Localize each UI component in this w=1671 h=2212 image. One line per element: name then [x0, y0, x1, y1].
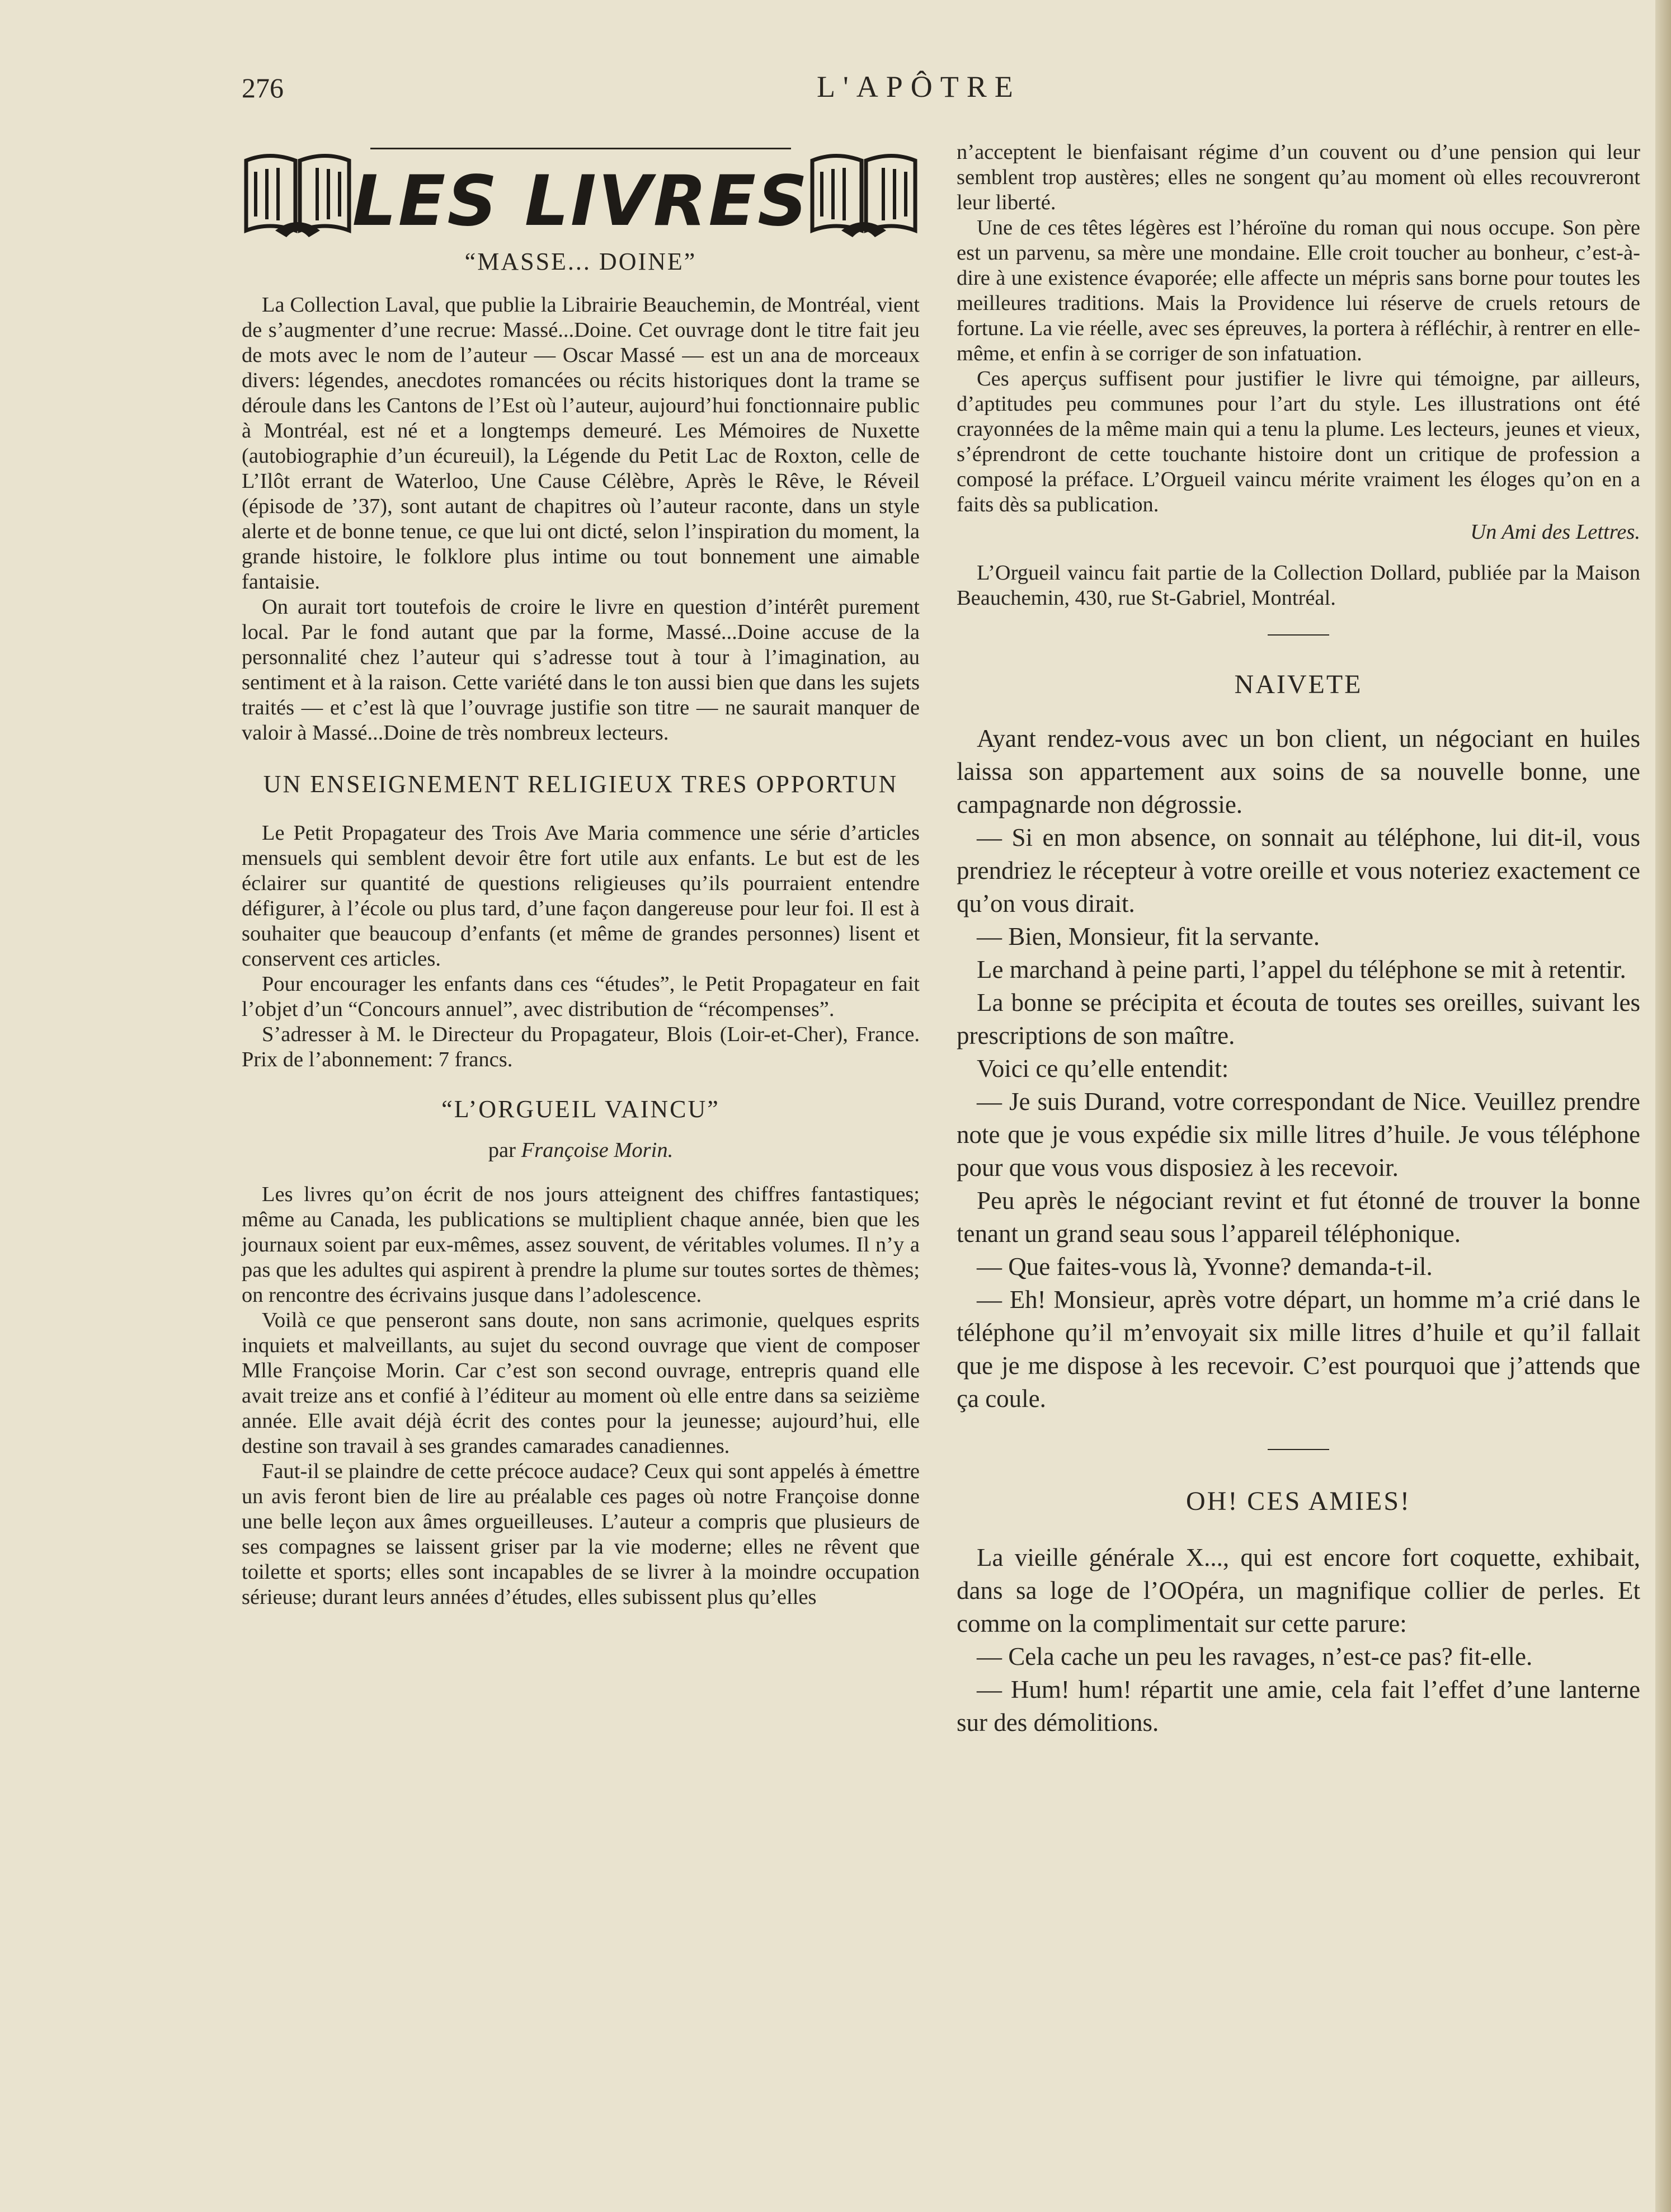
running-title: L'APÔTRE — [817, 70, 1021, 103]
naivete-paragraph: Voici ce qu’elle entendit: — [977, 1055, 1229, 1083]
byline-author: Françoise Morin. — [521, 1138, 674, 1162]
banner-rule — [370, 148, 791, 149]
section-divider — [1268, 1449, 1329, 1450]
amies-paragraph: La vieille générale X..., qui est encore fort coquette, exhibait, dans sa loge de l’OOpéra, un magnifique collier de perles. Et comme on la complimentait sur cette parure: — [957, 1543, 1640, 1637]
naivete-body — [957, 722, 1640, 1415]
byline-prefix: par — [488, 1138, 521, 1162]
orgueil-continued-paragraph: n’acceptent le bienfaisant régime d’un couvent ou d’une pension qui leur semblent trop austères; elles ne songent qu’au moment où elles recouvreront leur liberté. — [957, 140, 1640, 214]
section-divider — [1268, 634, 1329, 636]
orgueil-paragraph: Les livres qu’on écrit de nos jours atteignent des chiffres fantastiques; même au Canada, les publications se multiplient chaque année, bien que les journaux soient par eux-mêmes, assez souvent, de véritables volumes. Il n’y a pas que les adultes qui aspirent à prendre la plume sur toutes sortes de thèmes; on rencontre des écrivains jusque dans l’adolescence. — [242, 1183, 920, 1307]
byline — [242, 1138, 920, 1163]
article-title-naivete: NAIVETE — [1234, 670, 1363, 699]
naivete-paragraph: La bonne se précipita et écouta de toutes ses oreilles, suivant les prescriptions de son maître. — [957, 989, 1640, 1049]
publication-note: L’Orgueil vaincu fait partie de la Collection Dollard, publiée par la Maison Beauchemin, 430, rue St-Gabriel, Montréal. — [957, 561, 1640, 610]
article-title-amies: OH! CES AMIES! — [1185, 1486, 1411, 1516]
article-title-enseignement: UN ENSEIGNEMENT RELIGIEUX TRES OPPORTUN — [263, 770, 898, 798]
right-column — [957, 140, 1640, 1739]
orgueil-continued-paragraph: Ces aperçus suffisent pour justifier le livre qui témoigne, par ailleurs, d’aptitudes peu communes pour l’art du style. Les illustrations ont été crayonnées de la même main qui a tenu la plume. Les lecteurs, jeunes et vieux, s’éprendront de cette touchante histoire dont un critique de profession a composé la préface. L’Orgueil vaincu mérite vraiment les éloges qu’on en a faits dès sa publication. — [957, 367, 1640, 516]
naivete-paragraph: Peu après le négociant revint et fut étonné de trouver la bonne tenant un grand seau sous l’appareil téléphonique. — [957, 1187, 1640, 1248]
orgueil-paragraph: Faut-il se plaindre de cette précoce audace? Ceux qui sont appelés à émettre un avis feront bien de lire au préalable ces pages où notre Françoise donne une belle leçon aux âmes orgueilleuses. L’auteur a compris que plusieurs de ses compagnes se laissent griser par la vie moderne; elles ne rêvent que toilette et sports; elles sont incapables de se livrer à la moindre occupation sérieuse; durant leurs années d’études, elles subissent plus qu’elles — [242, 1460, 920, 1609]
orgueil-paragraph: Voilà ce que penseront sans doute, non sans acrimonie, quelques esprits inquiets et malveillants, au sujet du second ouvrage que vient de composer Mlle Françoise Morin. Car c’est son second ouvrage, entrepris quand elle avait treize ans et confié à l’éditeur au moment où elle entre dans sa seizième année. Elle avait déjà écrit des contes pour la jeunesse; aujourd’hui, elle destine son travail à ses grandes camarades canadiennes. — [242, 1309, 920, 1458]
review-signature: Un Ami des Lettres. — [1470, 520, 1640, 544]
naivete-paragraph: — Je suis Durand, votre correspondant de Nice. Veuillez prendre note que je vous expédie six mille litres d’huile. Je vous téléphone pour que vous vous disposiez à les recevoir. — [957, 1088, 1640, 1182]
naivete-paragraph: Le marchand à peine parti, l’appel du téléphone se mit à retentir. — [977, 956, 1626, 983]
enseignement-paragraph: S’adresser à M. le Directeur du Propagateur, Blois (Loir-et-Cher), France. Prix de l’abonnement: 7 francs. — [242, 1023, 920, 1071]
article-title-masse-doine: “MASSE... DOINE” — [464, 248, 697, 275]
naivete-paragraph: Ayant rendez-vous avec un bon client, un négociant en huiles laissa son appartement aux soins de sa nouvelle bonne, une campagnarde non dégrossie. — [957, 724, 1640, 818]
section-banner — [242, 140, 920, 263]
article-title-orgueil: “L’ORGUEIL VAINCU” — [441, 1095, 720, 1123]
naivete-paragraph: — Que faites-vous là, Yvonne? demanda-t-il. — [977, 1253, 1433, 1281]
enseignement-paragraph: Pour encourager les enfants dans ces “études”, le Petit Propagateur en fait l’objet d’un “Concours annuel”, avec distribution de “récompenses”. — [242, 972, 920, 1021]
naivete-paragraph: — Si en mon absence, on sonnait au téléphone, lui dit-il, vous prendriez le récepteur à votre oreille et vous noteriez exactement ce qu’on vous dirait. — [957, 823, 1640, 917]
page-number: 276 — [242, 72, 284, 103]
naivete-paragraph: — Bien, Monsieur, fit la servante. — [977, 923, 1320, 950]
amies-paragraph: — Cela cache un peu les ravages, n’est-ce pas? fit-elle. — [977, 1642, 1533, 1670]
naivete-paragraph: — Eh! Monsieur, après votre départ, un homme m’a crié dans le téléphone qu’il m’envoyait six mille litres d’huile et qu’il fallait que je me dispose à les recevoir. C’est pourquoi que j’attends que ça coule. — [957, 1286, 1640, 1413]
masse-doine-paragraph: On aurait tort toutefois de croire le livre en question d’intérêt purement local. Par le fond autant que par la forme, Massé...Doine accuse de la personnalité chez l’auteur qui s’adresse tout à tour à l’imagination, au sentiment et à la raison. Cette variété dans le ton aussi bien que dans les sujets traités — et c’est là que l’ouvrage justifie son titre — ne saurait manquer de valoir à Massé...Doine de très nombreux lecteurs. — [242, 595, 920, 745]
amies-body — [957, 1541, 1640, 1739]
page-edge-shadow — [1655, 0, 1671, 2212]
left-column — [242, 140, 920, 1610]
enseignement-paragraph: Le Petit Propagateur des Trois Ave Maria commence une série d’articles mensuels qui semblent devoir être fort utile aux enfants. Le but est de les éclairer sur quantité de questions religieuses qu’ils pourraient entendre défigurer, à l’école ou plus tard, d’une façon dangereuse pour leur foi. Il est à souhaiter que beaucoup d’enfants (et même de grandes personnes) lisent et conservent ces articles. — [242, 821, 920, 971]
banner-title: LES LIVRES — [352, 161, 809, 242]
masse-doine-paragraph: La Collection Laval, que publie la Librairie Beauchemin, de Montréal, vient de s’augmenter d’une recrue: Massé...Doine. Cet ouvrage dont le titre fait jeu de mots avec le nom de l’auteur — Oscar Massé — est un ana de morceaux divers: légendes, anecdotes romancées ou récits historiques dont la trame se déroule dans les Cantons de l’Est où l’auteur, aujourd’hui fonctionnaire public à Montréal, est né et a longtemps demeuré. Les Mémoires de Nuxette (autobiographie d’un écureuil), la Légende du Petit Lac de Roxton, celle de L’Ilôt errant de Waterloo, Une Cause Célèbre, Après le Rêve, le Réveil (épisode de ’37), sont autant de chapitres où l’auteur raconte, dans un style alerte et de bonne tenue, ce que lui ont dicté, selon l’inspiration du moment, la grande histoire, le folklore plus intime ou tout bonnement une aimable fantaisie. — [242, 293, 920, 594]
orgueil-continued-paragraph: Une de ces têtes légères est l’héroïne du roman qui nous occupe. Son père est un parvenu, sa mère une mondaine. Elle croit toucher au bonheur, c’est-à-dire à une existence évaporée; elle affecte un mépris sans borne pour toutes les meilleures traditions. Mais la Providence lui réserve de cruels retours de fortune. La vie réelle, avec ses épreuves, la portera à réfléchir, à rentrer en elle-même, et enfin à se corriger de son infatuation. — [957, 216, 1640, 365]
amies-paragraph: — Hum! hum! répartit une amie, cela fait l’effet d’une lanterne sur des démolitions. — [957, 1676, 1640, 1736]
